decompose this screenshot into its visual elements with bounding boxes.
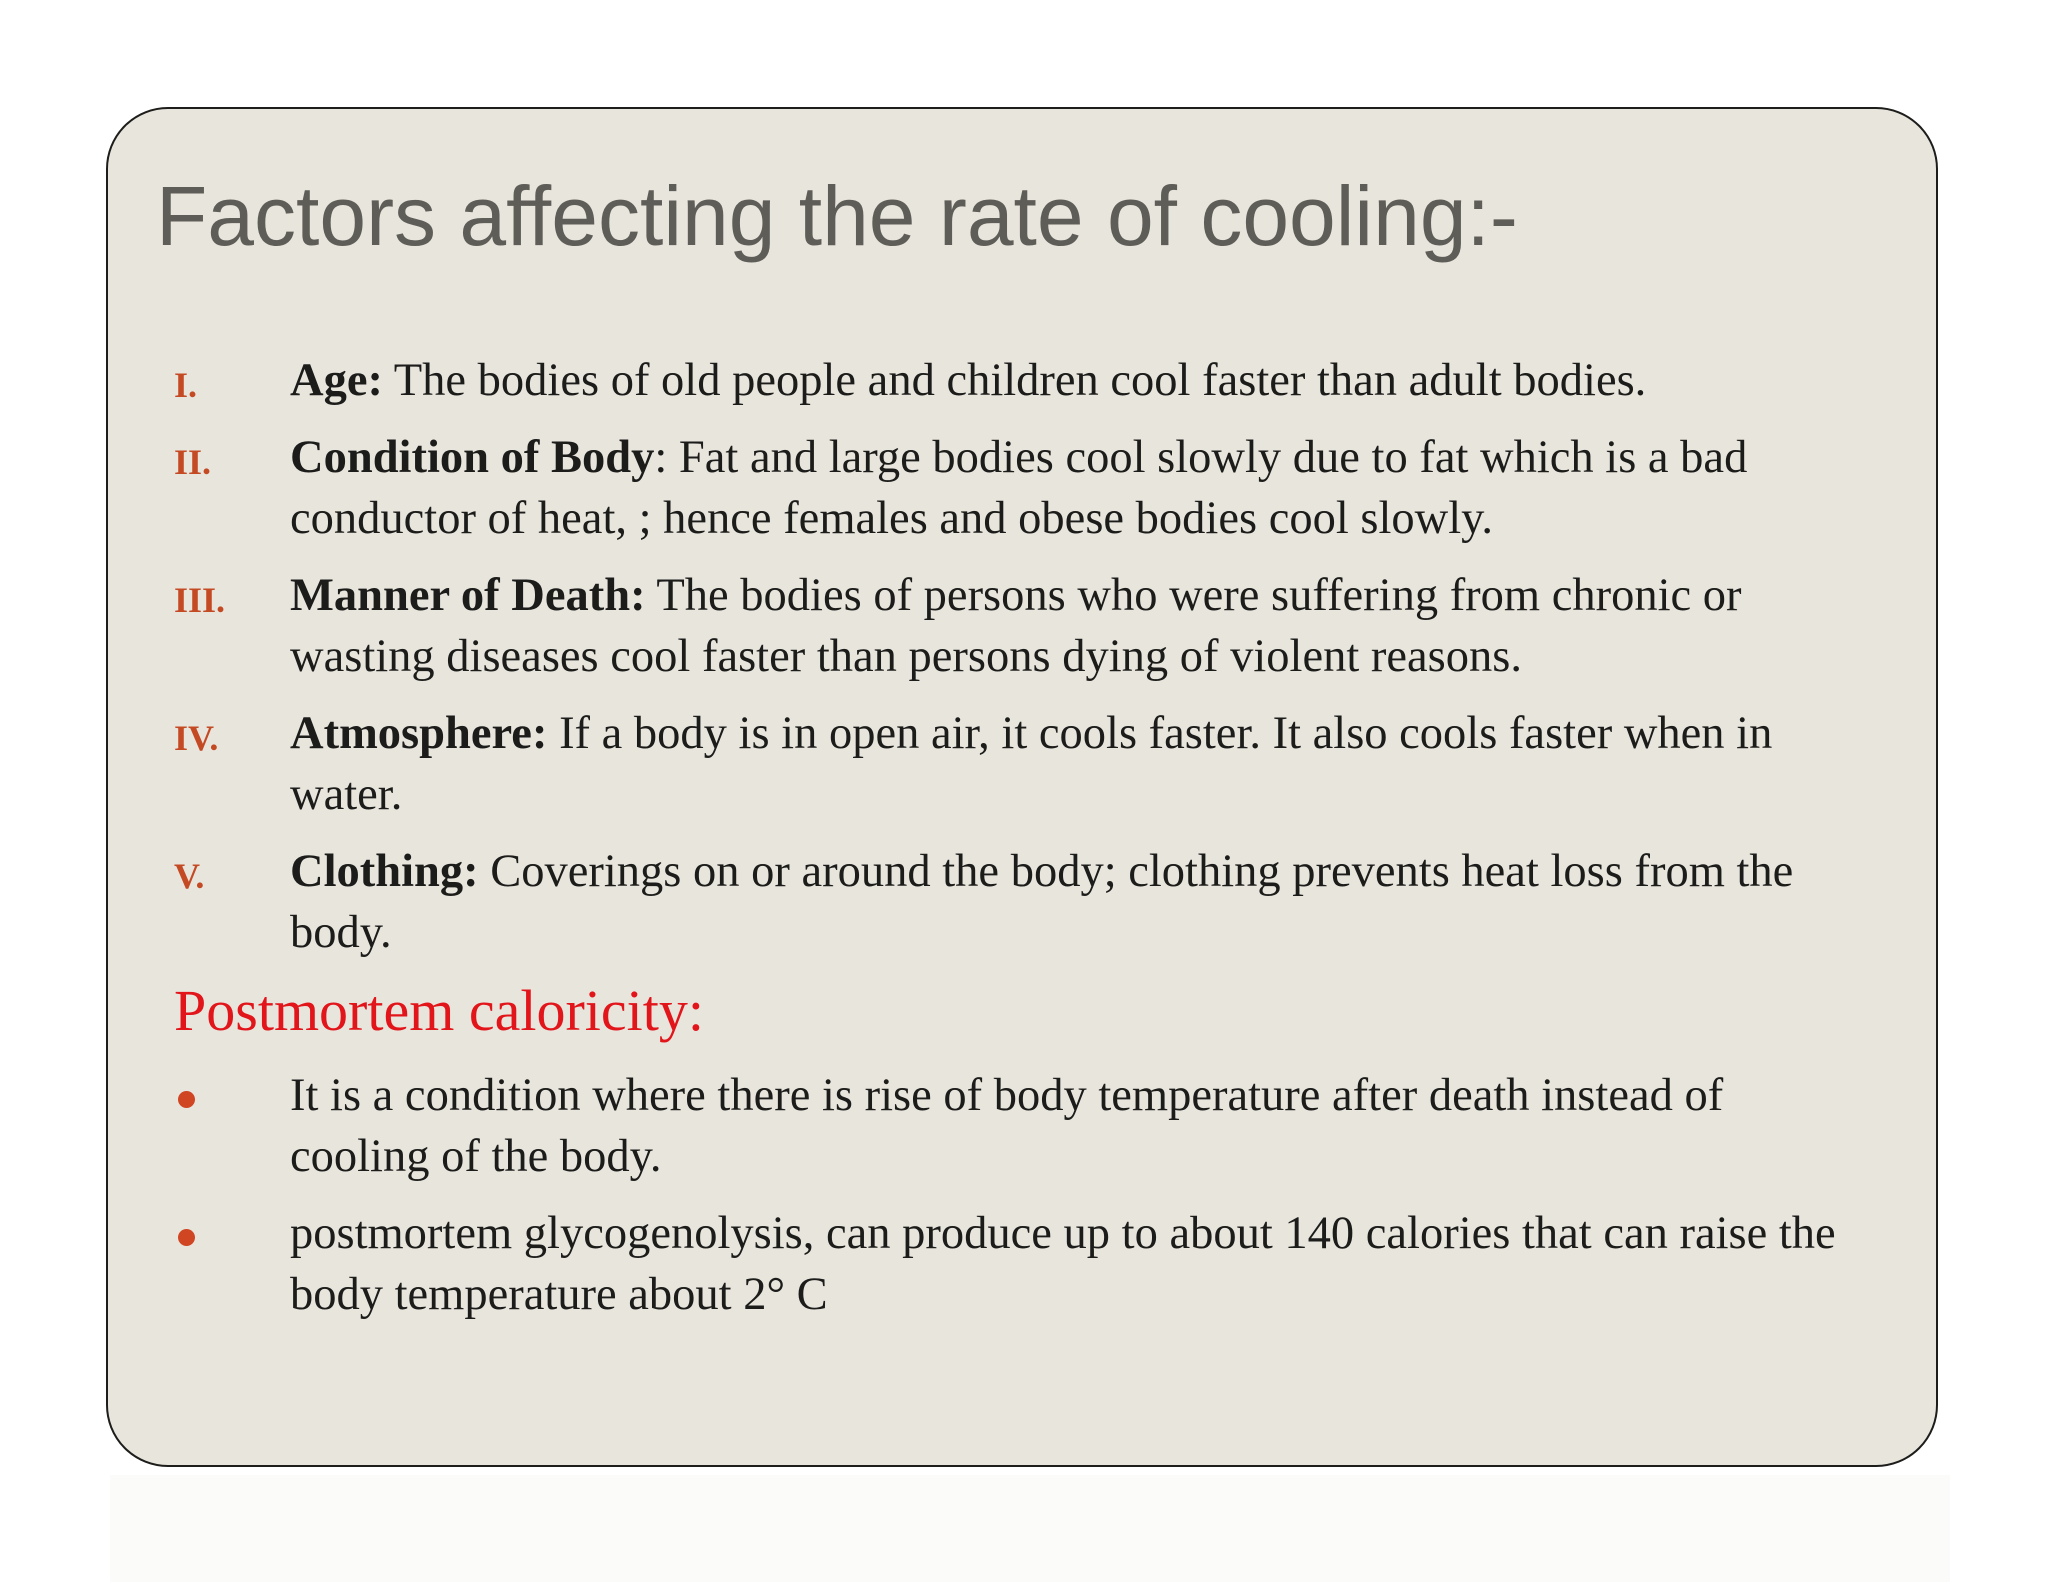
slide-shadow-band	[110, 1475, 1950, 1582]
factor-term: Age:	[290, 355, 383, 406]
factor-description: If a body is in open air, it cools faster. It also cools faster when in water.	[290, 708, 1773, 820]
section-heading-postmortem-caloricity: Postmortem caloricity:	[174, 978, 704, 1043]
factor-description: Coverings on or around the body; clothing prevents heat loss from the body.	[290, 846, 1794, 958]
factor-description: : Fat and large bodies cool slowly due to fat which is a bad conductor of heat, ; hence females and obese bodies cool slowly.	[290, 432, 1748, 544]
roman-numeral-marker: II.	[174, 442, 212, 482]
factor-description: The bodies of persons who were suffering from chronic or wasting diseases cool faster than persons dying of violent reasons.	[290, 570, 1742, 682]
slide-content	[172, 350, 1872, 1341]
roman-numeral-marker: I.	[174, 365, 198, 405]
factor-item-manner-of-death	[172, 565, 1872, 687]
bullet-text: postmortem glycogenolysis, can produce up to about 140 calories that can raise the body temperature about 2° C	[290, 1207, 1836, 1320]
factor-description: The bodies of old people and children cool faster than adult bodies.	[382, 355, 1647, 406]
bullet-text: It is a condition where there is rise of body temperature after death instead of cooling of the body.	[290, 1069, 1724, 1182]
factor-item-clothing	[172, 841, 1872, 963]
slide-title: Factors affecting the rate of cooling:-	[156, 169, 1518, 263]
factor-list	[172, 350, 1872, 963]
factor-item-atmosphere	[172, 703, 1872, 825]
roman-numeral-marker: V.	[174, 856, 205, 896]
bullet-dot-icon	[178, 1091, 195, 1108]
factor-term: Atmosphere:	[290, 708, 548, 759]
roman-numeral-marker: III.	[174, 580, 226, 620]
bullet-item	[172, 1065, 1872, 1187]
factor-item-age	[172, 350, 1872, 411]
factor-term: Condition of Body	[290, 432, 655, 483]
factor-term: Clothing:	[290, 846, 479, 897]
bullet-dot-icon	[178, 1229, 195, 1246]
bullet-list	[172, 1065, 1872, 1325]
factor-item-condition-of-body	[172, 427, 1872, 549]
factor-term: Manner of Death:	[290, 570, 646, 621]
roman-numeral-marker: IV.	[174, 718, 219, 758]
bullet-item	[172, 1203, 1872, 1325]
